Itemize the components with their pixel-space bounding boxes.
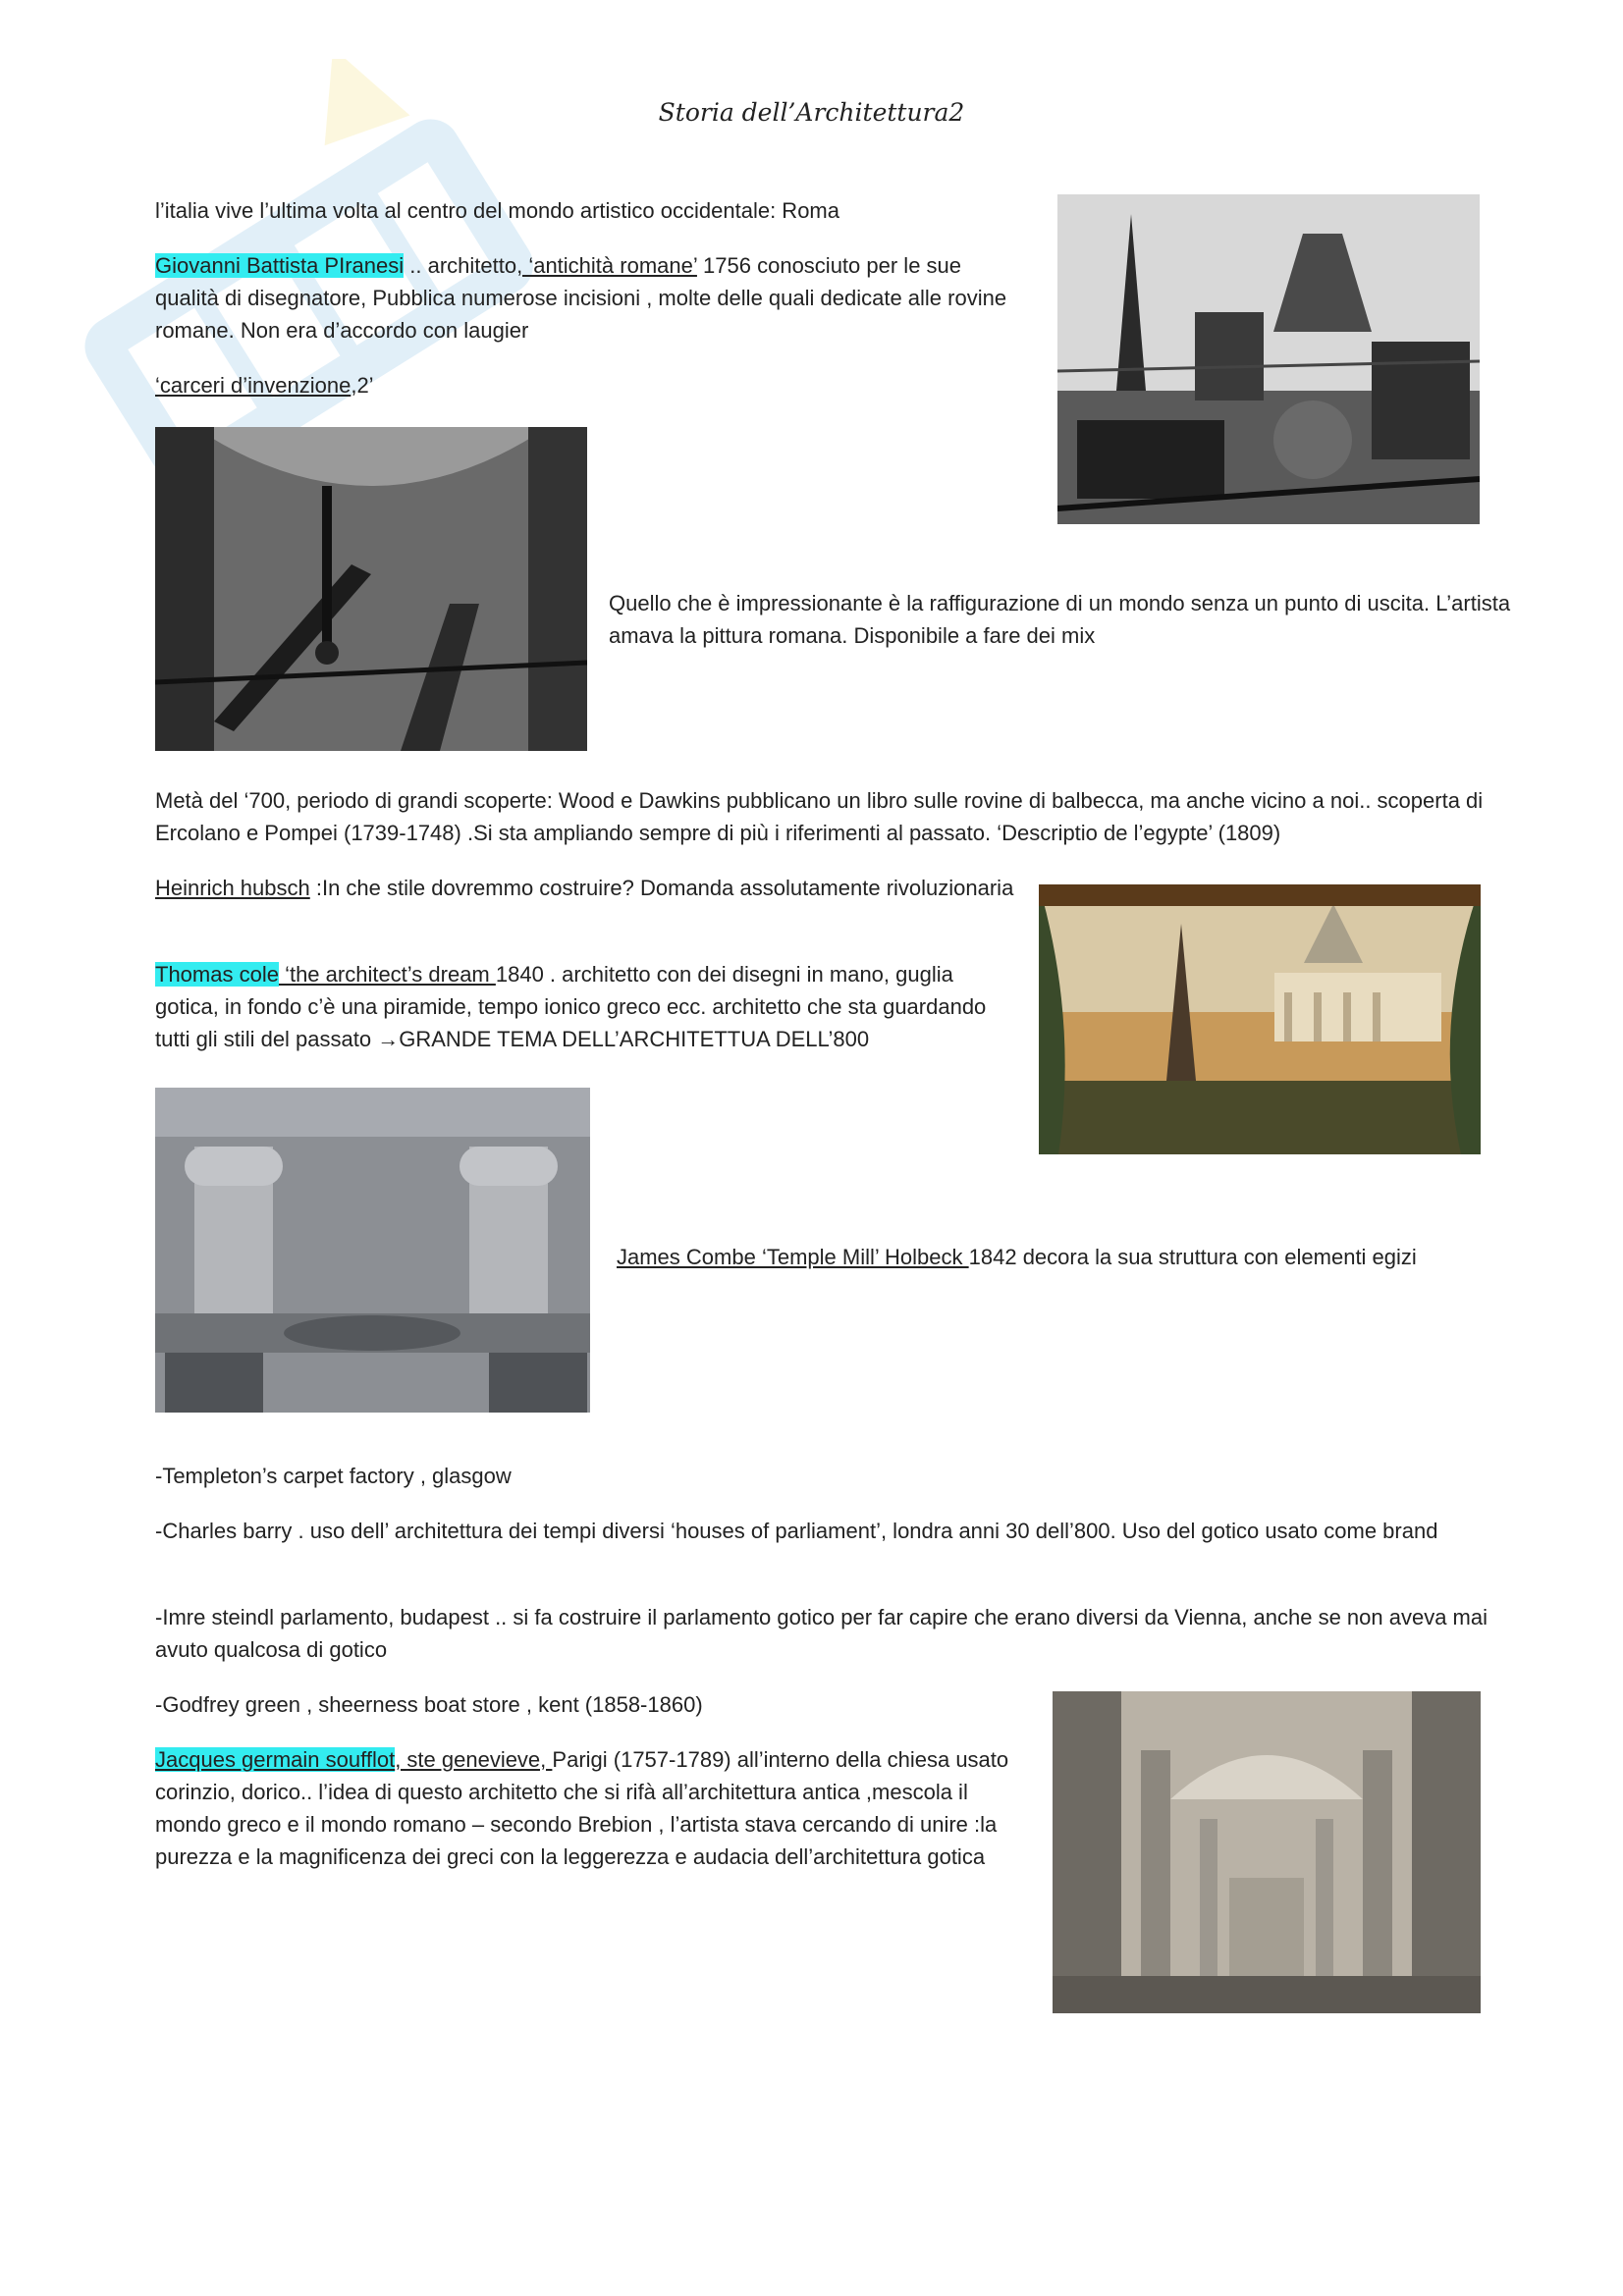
- carceri-paragraph: [155, 369, 744, 401]
- highlighted-name: Giovanni Battista PIranesi: [155, 253, 405, 278]
- caps-text: GRANDE TEMA DELL’ARCHITETTUA DELL’800: [399, 1027, 870, 1051]
- architects-dream-image: [1039, 884, 1481, 1154]
- discoveries-paragraph: Metà del ‘700, periodo di grandi scoperte: Wood e Dawkins pubblicano un libro sulle rovine di balbecca, ma anche vicino a noi.. scoperta di Ercolano e Pompei (1739-1748) .Si sta ampliando sempre di più i riferimenti al passato. ‘Descriptio de l’egypte’ (1809): [155, 788, 1484, 845]
- steindl-paragraph: -Imre steindl parlamento, budapest .. si fa costruire il parlamento gotico per far capire che erano diversi da Vienna, anche se non aveva mai avuto qualcosa di gotico: [155, 1605, 1488, 1662]
- page-title: Storia dell’Architettura2: [658, 98, 965, 127]
- piranesi-paragraph: [155, 249, 1019, 347]
- carceri-description: Quello che è impressionante è la raffigurazione di un mondo senza un punto di uscita. L’artista amava la pittura romana. Disponibile a fare dei mix: [609, 591, 1511, 648]
- person-name: Heinrich hubsch: [155, 876, 310, 900]
- ste-genevieve-image: [1053, 1691, 1481, 2013]
- work-title: James Combe ‘Temple Mill’ Holbeck: [617, 1245, 969, 1269]
- text-span: .. architetto: [404, 253, 517, 278]
- text-span: 1756 conosciuto per le sue qualità di disegnatore, Pubblica numerose incisioni , molte delle quali dedicate alle rovine romane. Non era d’accordo con laugier: [155, 253, 1007, 343]
- work-title: , ‘antichità romane’: [516, 253, 697, 278]
- barry-paragraph: -Charles barry . uso dell’ architettura dei tempi diversi ‘houses of parliament’, londra anni 30 dell’800. Uso del gotico usato come brand: [155, 1519, 1438, 1543]
- work-title: , ste genevieve,: [395, 1747, 553, 1772]
- text-span: ,2’: [351, 373, 374, 398]
- soufflot-paragraph: [155, 1743, 1019, 1873]
- temple-mill-image: [155, 1088, 590, 1413]
- text-span: Parigi (1757-1789) all’interno della chiesa usato corinzio, dorico.. l’idea di questo architetto che si rifà all’architettura antica ,mescola il mondo greco e il mondo romano – secondo Brebion , l’artista stava cercando di unire :la purezza e la magnificenza dei greci con la leggerezza e audacia dell’architettura gotica: [155, 1747, 1009, 1869]
- piranesi-antiquities-image: [1057, 194, 1480, 524]
- text-span: 1840 . architetto con dei disegni in mano, guglia gotica, in fondo c’è una piramide, tempo ionico greco ecc. architetto che sta guardando tutti gli stili del passato: [155, 962, 987, 1051]
- cole-paragraph: [155, 958, 1019, 1055]
- temple-mill-paragraph: [617, 1241, 1500, 1273]
- templeton-paragraph: -Templeton’s carpet factory , glasgow: [155, 1464, 512, 1488]
- text-span: :In che stile dovremmo costruire? Domanda assolutamente rivoluzionaria: [309, 876, 1014, 900]
- carceri-image: [155, 427, 587, 751]
- highlighted-name: Thomas cole: [155, 962, 279, 987]
- text-span: 1842 decora la sua struttura con elementi egizi: [968, 1245, 1417, 1269]
- arrow-icon: →: [377, 1027, 400, 1051]
- green-paragraph: -Godfrey green , sheerness boat store , kent (1858-1860): [155, 1692, 703, 1717]
- highlighted-name: Jacques germain soufflot: [155, 1747, 396, 1772]
- intro-paragraph: l’italia vive l’ultima volta al centro del mondo artistico occidentale: Roma: [155, 198, 839, 223]
- work-title: ‘carceri d’invenzione: [155, 373, 352, 398]
- hubsch-paragraph: [155, 872, 1019, 904]
- work-title: ‘the architect’s dream: [278, 962, 496, 987]
